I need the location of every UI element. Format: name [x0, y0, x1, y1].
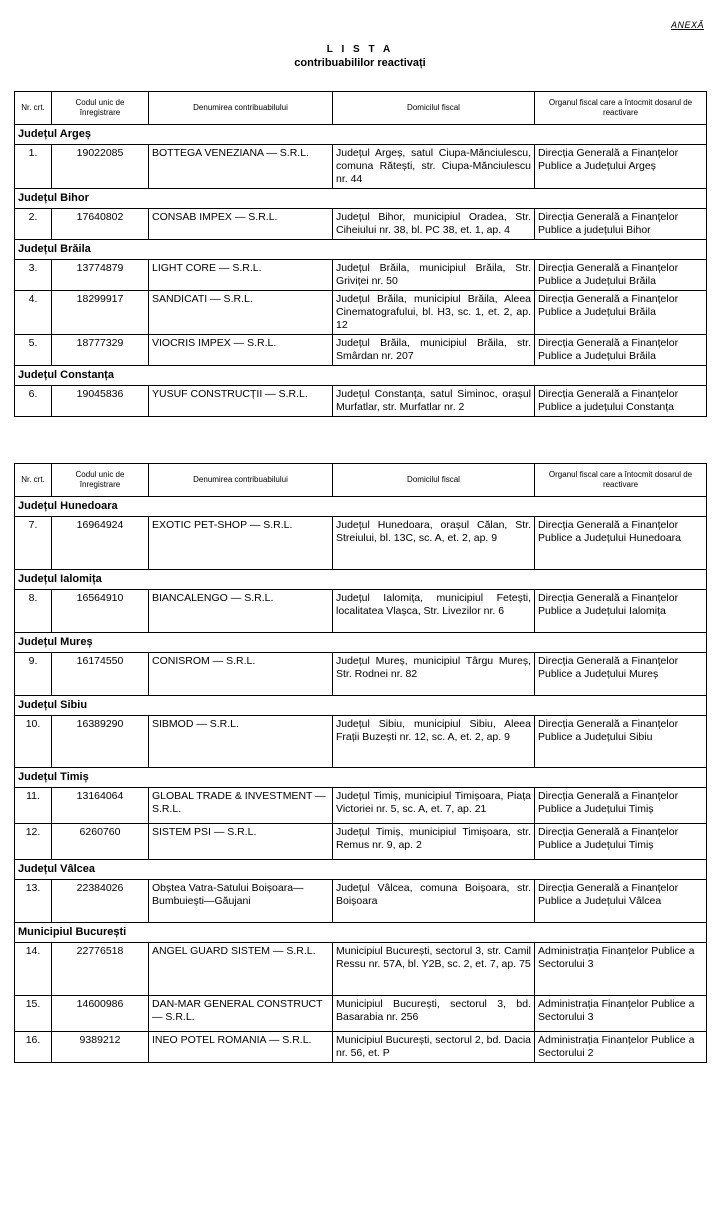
county-group-row: [15, 240, 707, 260]
cell-nr: 4.: [15, 291, 52, 335]
header-domiciliu: Domicilul fiscal: [333, 92, 535, 125]
cell-domiciliu: Județul Mureș, municipiul Târgu Mureș, Str. Rodnei nr. 82: [333, 653, 535, 696]
taxpayers-table-2: [14, 463, 707, 1063]
cell-domiciliu: Județul Sibiu, municipiul Sibiu, Aleea Frații Buzești nr. 12, sc. A, et. 2, ap. 9: [333, 716, 535, 768]
cell-cod: 16174550: [52, 653, 149, 696]
county-name: Județul Constanța: [15, 366, 707, 386]
cell-cod: 9389212: [52, 1032, 149, 1063]
title-line-2: contribuabililor reactivați: [294, 57, 426, 69]
table-row: [15, 788, 707, 824]
county-name: Județul Hunedoara: [15, 497, 707, 517]
cell-denumire: LIGHT CORE — S.R.L.: [149, 260, 333, 291]
cell-organ: Direcția Generală a Finanțelor Publice a Județului Brăila: [535, 260, 707, 291]
cell-nr: 2.: [15, 209, 52, 240]
table-row: [15, 145, 707, 189]
table-row: [15, 517, 707, 570]
cell-nr: 12.: [15, 824, 52, 860]
cell-domiciliu: Județul Vâlcea, comuna Boișoara, str. Boișoara: [333, 880, 535, 923]
annex-label: ANEXĂ: [670, 20, 704, 30]
cell-domiciliu: Județul Timiș, municipiul Timișoara, Piața Victoriei nr. 5, sc. A, et. 7, ap. 21: [333, 788, 535, 824]
table-row: [15, 996, 707, 1032]
header-cod: Codul unic de înregistrare: [52, 92, 149, 125]
cell-domiciliu: Județul Brăila, municipiul Brăila, Aleea Cinematografului, bl. H3, sc. 1, et. 2, ap. 12: [333, 291, 535, 335]
cell-nr: 1.: [15, 145, 52, 189]
cell-denumire: VIOCRIS IMPEX — S.R.L.: [149, 335, 333, 366]
cell-domiciliu: Județul Brăila, municipiul Brăila, str. Smârdan nr. 207: [333, 335, 535, 366]
cell-cod: 6260760: [52, 824, 149, 860]
table-row: [15, 1032, 707, 1063]
county-group-row: [15, 497, 707, 517]
county-name: Județul Bihor: [15, 189, 707, 209]
county-group-row: [15, 189, 707, 209]
table-row: [15, 824, 707, 860]
cell-cod: 16389290: [52, 716, 149, 768]
table-row: [15, 335, 707, 366]
cell-nr: 6.: [15, 386, 52, 417]
cell-nr: 9.: [15, 653, 52, 696]
cell-nr: 14.: [15, 943, 52, 996]
cell-nr: 13.: [15, 880, 52, 923]
cell-cod: 22776518: [52, 943, 149, 996]
cell-cod: 16564910: [52, 590, 149, 633]
cell-nr: 7.: [15, 517, 52, 570]
cell-domiciliu: Județul Argeș, satul Ciupa-Mănciulescu, comuna Rătești, str. Ciupa-Mănciulescu nr. 44: [333, 145, 535, 189]
cell-organ: Direcția Generală a Finanțelor Publice a Județului Sibiu: [535, 716, 707, 768]
table-row: [15, 386, 707, 417]
cell-denumire: SISTEM PSI — S.R.L.: [149, 824, 333, 860]
county-name: Județul Brăila: [15, 240, 707, 260]
cell-organ: Direcția Generală a Finanțelor Publice a Județului Vâlcea: [535, 880, 707, 923]
cell-organ: Administrația Finanțelor Publice a Sectorului 2: [535, 1032, 707, 1063]
cell-organ: Direcția Generală a Finanțelor Publice a Județului Brăila: [535, 335, 707, 366]
header-nr: Nr. crt.: [15, 92, 52, 125]
cell-denumire: YUSUF CONSTRUCȚII — S.R.L.: [149, 386, 333, 417]
cell-organ: Administrația Finanțelor Publice a Sectorului 3: [535, 943, 707, 996]
header-denumire: Denumirea contribuabilului: [149, 92, 333, 125]
cell-denumire: BIANCALENGO — S.R.L.: [149, 590, 333, 633]
header-domiciliu: Domicilul fiscal: [333, 464, 535, 497]
table-row: [15, 653, 707, 696]
cell-domiciliu: Municipiul București, sectorul 3, bd. Basarabia nr. 256: [333, 996, 535, 1032]
table-row: [15, 716, 707, 768]
table-row: [15, 880, 707, 923]
cell-organ: Direcția Generală a Finanțelor Publice a județului Bihor: [535, 209, 707, 240]
cell-domiciliu: Municipiul București, sectorul 2, bd. Dacia nr. 56, et. P: [333, 1032, 535, 1063]
county-group-row: [15, 125, 707, 145]
cell-cod: 19045836: [52, 386, 149, 417]
header-row: [15, 464, 707, 497]
header-organ: Organul fiscal care a întocmit dosarul de reactivare: [535, 92, 707, 125]
cell-nr: 16.: [15, 1032, 52, 1063]
cell-cod: 17640802: [52, 209, 149, 240]
county-group-row: [15, 696, 707, 716]
county-name: Județul Sibiu: [15, 696, 707, 716]
cell-denumire: EXOTIC PET-SHOP — S.R.L.: [149, 517, 333, 570]
cell-cod: 22384026: [52, 880, 149, 923]
cell-denumire: BOTTEGA VENEZIANA — S.R.L.: [149, 145, 333, 189]
taxpayers-table-1: [14, 91, 707, 417]
cell-organ: Direcția Generală a Finanțelor Publice a Județului Ialomița: [535, 590, 707, 633]
cell-organ: Direcția Generală a Finanțelor Publice a Județului Timiș: [535, 788, 707, 824]
county-name: Județul Timiș: [15, 768, 707, 788]
cell-organ: Direcția Generală a Finanțelor Publice a Județului Mureș: [535, 653, 707, 696]
cell-domiciliu: Județul Hunedoara, orașul Călan, Str. Streiului, bl. 13C, sc. A, et. 2, ap. 9: [333, 517, 535, 570]
table-row: [15, 943, 707, 996]
cell-denumire: SIBMOD — S.R.L.: [149, 716, 333, 768]
cell-denumire: ANGEL GUARD SISTEM — S.R.L.: [149, 943, 333, 996]
county-name: Județul Vâlcea: [15, 860, 707, 880]
cell-cod: 13774879: [52, 260, 149, 291]
cell-cod: 18299917: [52, 291, 149, 335]
header-nr: Nr. crt.: [15, 464, 52, 497]
table-row: [15, 590, 707, 633]
cell-organ: Direcția Generală a Finanțelor Publice a Județului Brăila: [535, 291, 707, 335]
cell-domiciliu: Județul Ialomița, municipiul Fetești, localitatea Vlașca, Str. Livezilor nr. 6: [333, 590, 535, 633]
cell-domiciliu: Județul Constanța, satul Siminoc, orașul Murfatlar, str. Murfatlar nr. 2: [333, 386, 535, 417]
cell-denumire: Obștea Vatra-Satului Boișoara—Bumbuiești—Găujani: [149, 880, 333, 923]
cell-nr: 10.: [15, 716, 52, 768]
cell-cod: 14600986: [52, 996, 149, 1032]
cell-cod: 19022085: [52, 145, 149, 189]
cell-nr: 3.: [15, 260, 52, 291]
county-group-row: [15, 923, 707, 943]
county-name: Județul Mureș: [15, 633, 707, 653]
header-cod: Codul unic de înregistrare: [52, 464, 149, 497]
cell-organ: Direcția Generală a Finanțelor Publice a Județului Timiș: [535, 824, 707, 860]
cell-denumire: GLOBAL TRADE & INVESTMENT — S.R.L.: [149, 788, 333, 824]
cell-cod: 13164064: [52, 788, 149, 824]
cell-nr: 15.: [15, 996, 52, 1032]
cell-denumire: DAN-MAR GENERAL CONSTRUCT — S.R.L.: [149, 996, 333, 1032]
cell-organ: Direcția Generală a Finanțelor Publice a Județului Argeș: [535, 145, 707, 189]
cell-domiciliu: Municipiul București, sectorul 3, str. Camil Ressu nr. 57A, bl. Y2B, sc. 2, et. 7, ap. 75: [333, 943, 535, 996]
county-name: Județul Ialomița: [15, 570, 707, 590]
cell-organ: Administrația Finanțelor Publice a Sectorului 3: [535, 996, 707, 1032]
cell-domiciliu: Județul Timiș, municipiul Timișoara, str. Remus nr. 9, ap. 2: [333, 824, 535, 860]
county-group-row: [15, 633, 707, 653]
cell-nr: 8.: [15, 590, 52, 633]
cell-domiciliu: Județul Brăila, municipiul Brăila, Str. Griviței nr. 50: [333, 260, 535, 291]
county-group-row: [15, 860, 707, 880]
document-title: [0, 44, 720, 69]
header-denumire: Denumirea contribuabilului: [149, 464, 333, 497]
cell-denumire: CONSAB IMPEX — S.R.L.: [149, 209, 333, 240]
cell-cod: 18777329: [52, 335, 149, 366]
cell-organ: Direcția Generală a Finanțelor Publice a județului Constanța: [535, 386, 707, 417]
county-group-row: [15, 768, 707, 788]
cell-denumire: INEO POTEL ROMANIA — S.R.L.: [149, 1032, 333, 1063]
table-row: [15, 209, 707, 240]
title-line-1: L I S T A: [326, 44, 394, 55]
table-row: [15, 291, 707, 335]
table-row: [15, 260, 707, 291]
cell-domiciliu: Județul Bihor, municipiul Oradea, Str. Ciheiului nr. 38, bl. PC 38, et. 1, ap. 4: [333, 209, 535, 240]
header-row: [15, 92, 707, 125]
cell-organ: Direcția Generală a Finanțelor Publice a Județului Hunedoara: [535, 517, 707, 570]
county-group-row: [15, 366, 707, 386]
county-name: Județul Argeș: [15, 125, 707, 145]
cell-nr: 11.: [15, 788, 52, 824]
header-organ: Organul fiscal care a întocmit dosarul de reactivare: [535, 464, 707, 497]
county-group-row: [15, 570, 707, 590]
cell-cod: 16964924: [52, 517, 149, 570]
county-name: Municipiul București: [15, 923, 707, 943]
cell-nr: 5.: [15, 335, 52, 366]
cell-denumire: SANDICATI — S.R.L.: [149, 291, 333, 335]
cell-denumire: CONISROM — S.R.L.: [149, 653, 333, 696]
